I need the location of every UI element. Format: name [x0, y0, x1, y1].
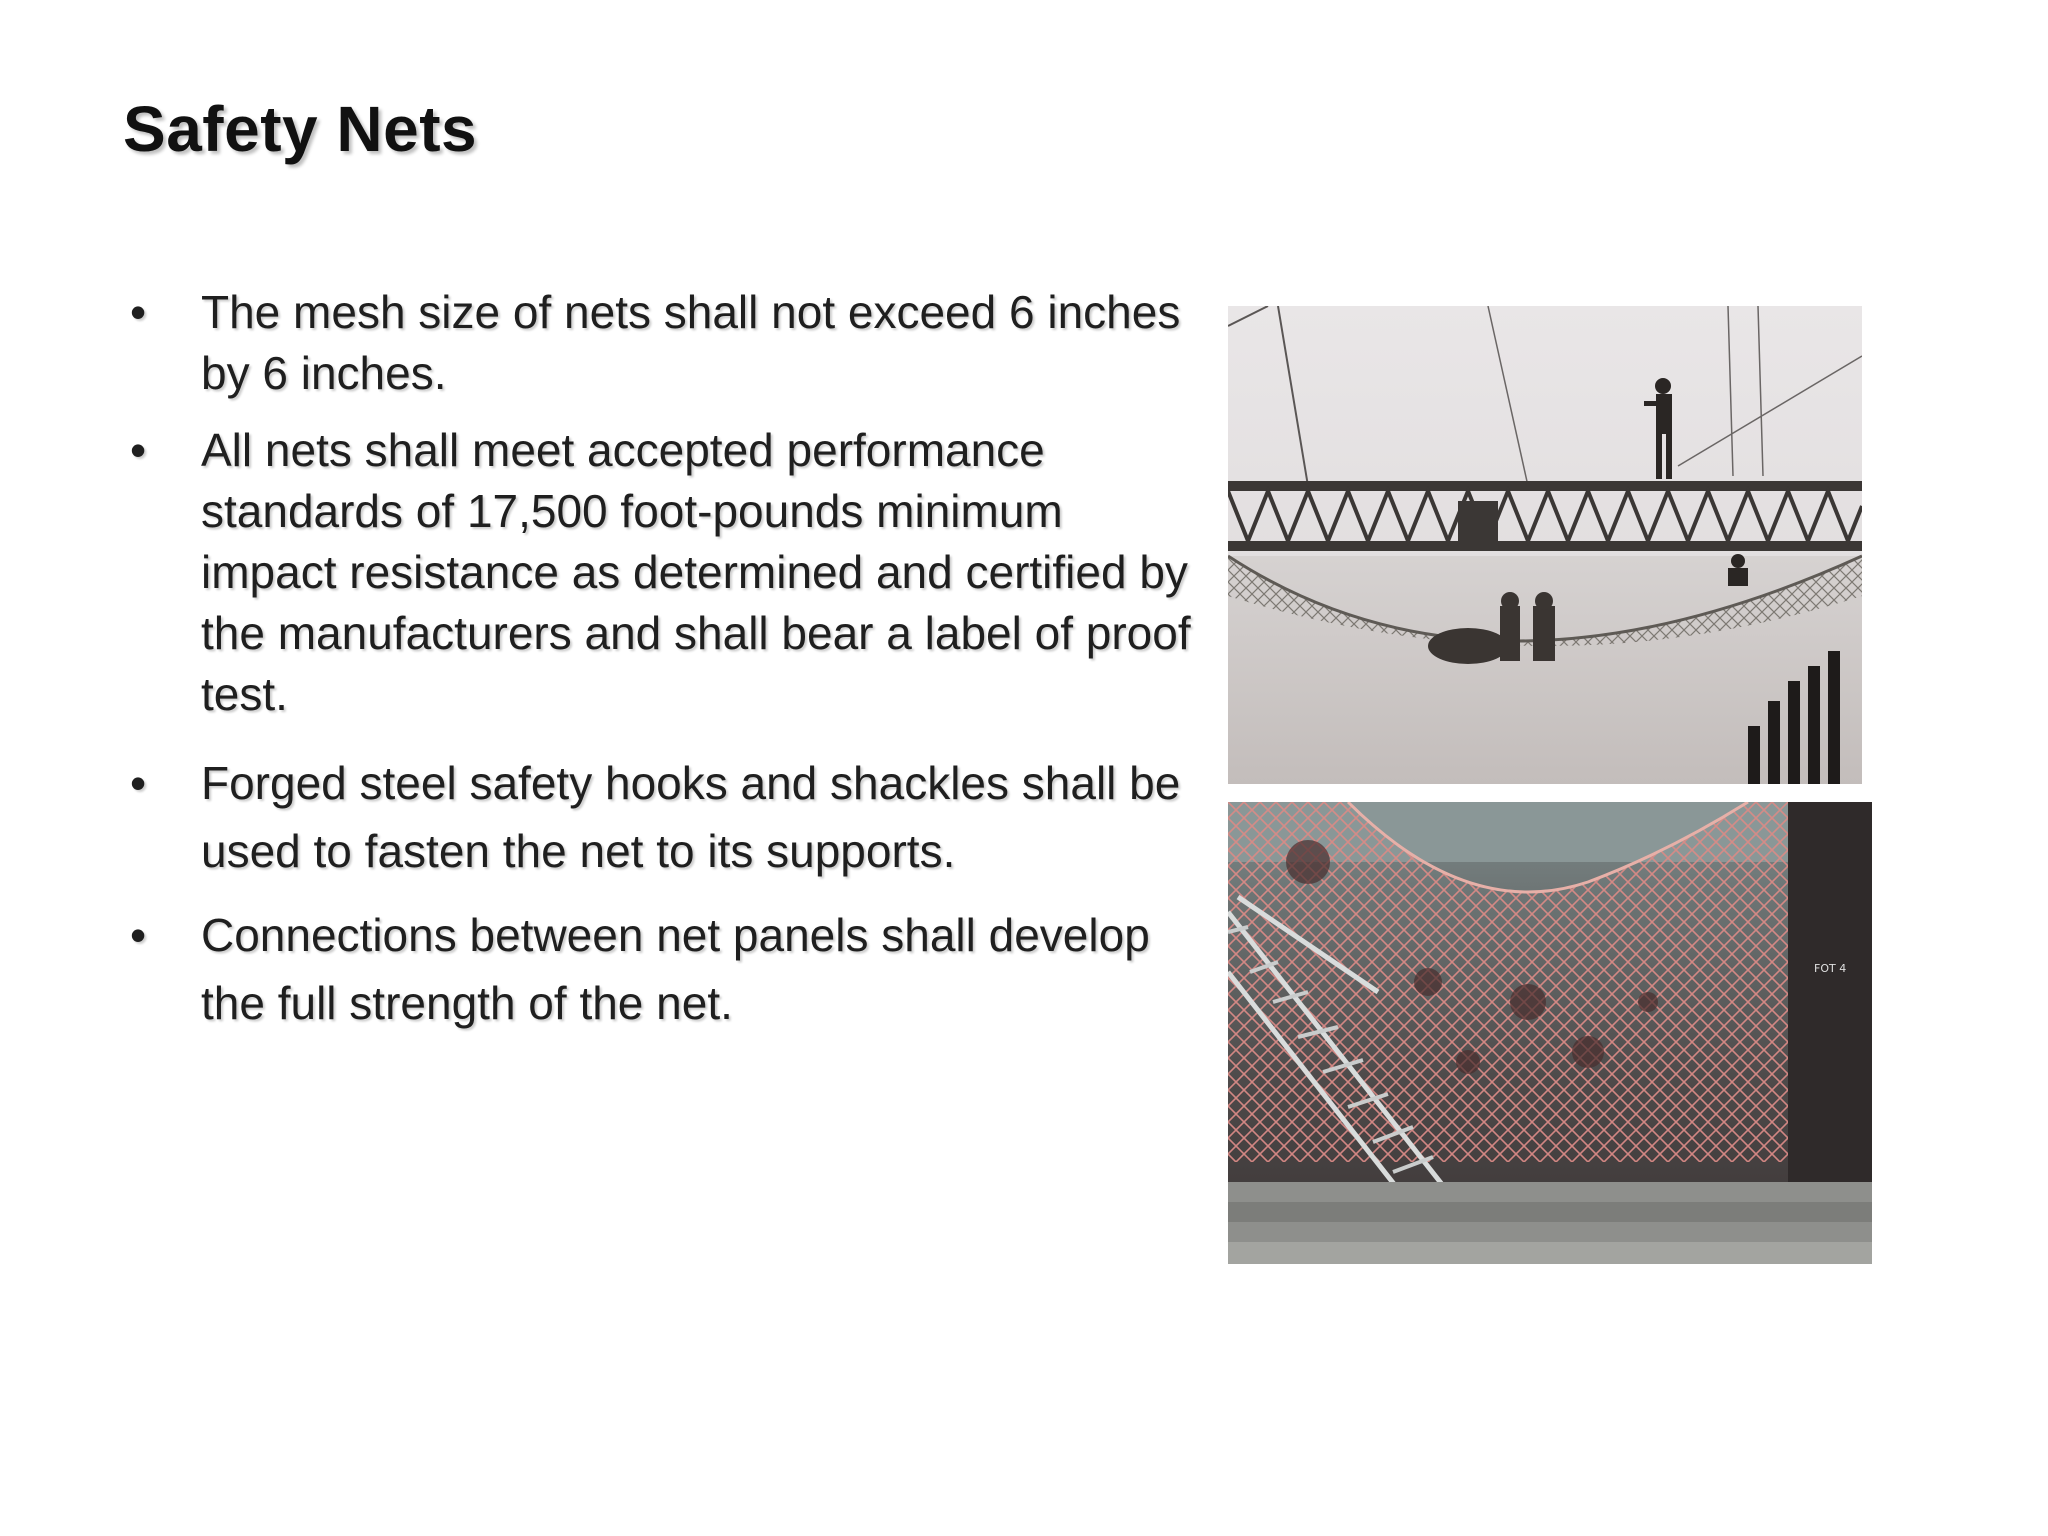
slide-title: Safety Nets [123, 93, 478, 165]
bullet-icon: • [129, 286, 147, 338]
bullet-text: Connections between net panels shall develop the full strength of the net. [201, 909, 1150, 1029]
photo-marking: FOT 4 [1814, 962, 1847, 975]
bullet-icon: • [129, 424, 147, 476]
bullet-list [123, 282, 1203, 1037]
bullet-text: The mesh size of nets shall not exceed 6 inches by 6 inches. [201, 286, 1181, 399]
photo-workers-in-safety-net-under-truss [1228, 306, 1862, 784]
bullet-item [123, 282, 1203, 404]
bullet-text: All nets shall meet accepted performance standards of 17,500 foot-pounds minimum impact resistance as determined and certified by the manufacturers and shall bear a label of proof test. [201, 424, 1191, 720]
bullet-icon: • [129, 909, 147, 961]
bullet-item [123, 901, 1203, 1037]
bullet-text: Forged steel safety hooks and shackles shall be used to fasten the net to its supports. [201, 757, 1181, 877]
bullet-icon: • [129, 757, 147, 809]
bullet-item [123, 749, 1203, 885]
photo-red-safety-net-with-ladder [1228, 802, 1872, 1264]
bullet-item [123, 420, 1203, 725]
